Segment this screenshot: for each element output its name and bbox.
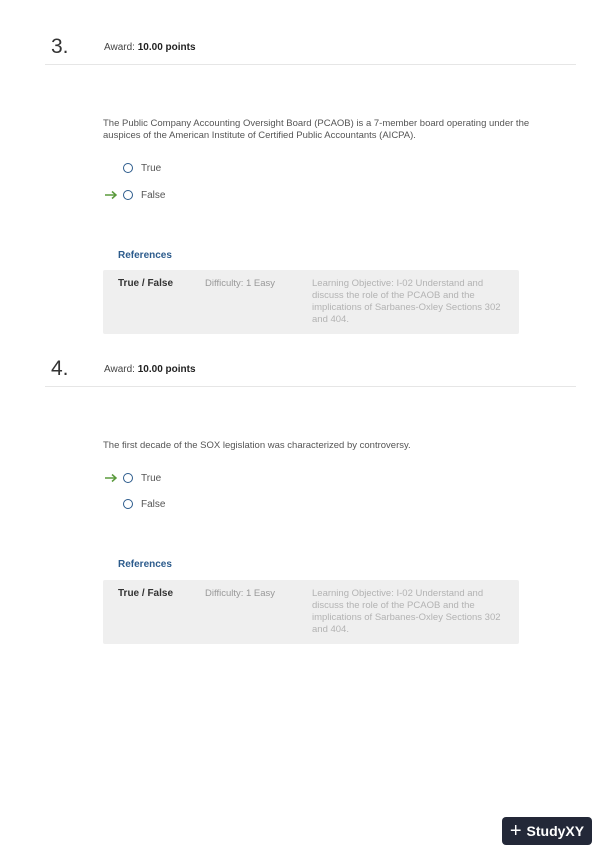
option-true[interactable] (123, 161, 161, 175)
plus-icon: + (509, 820, 522, 842)
radio-button[interactable] (123, 190, 133, 200)
award-value: 10.00 points (137, 42, 196, 53)
reference-type: True / False (118, 588, 174, 599)
correct-answer-arrow-icon (104, 190, 118, 200)
award-value: 10.00 points (137, 364, 196, 375)
question-number: 4. (51, 357, 69, 380)
question-number: 3. (51, 35, 69, 58)
option-label: True (141, 162, 162, 174)
option-label: False (141, 498, 166, 510)
award (104, 364, 196, 375)
option-false[interactable] (123, 188, 165, 202)
reference-difficulty: Difficulty: 1 Easy (205, 278, 276, 289)
radio-button[interactable] (123, 163, 133, 173)
option-false[interactable] (123, 497, 165, 511)
references-link[interactable]: References (118, 559, 172, 570)
award (104, 42, 196, 53)
option-label: True (141, 472, 162, 484)
divider (45, 386, 576, 387)
radio-button[interactable] (123, 473, 133, 483)
reference-box (103, 270, 519, 334)
option-label: False (141, 189, 166, 201)
reference-type: True / False (118, 278, 174, 289)
reference-difficulty: Difficulty: 1 Easy (205, 588, 276, 599)
logo-text: StudyXY (526, 823, 585, 839)
reference-box (103, 580, 519, 644)
references-link[interactable]: References (118, 250, 172, 261)
reference-objective: Learning Objective: I-02 Understand and discuss the role of the PCAOB and the implications of Sarbanes-Oxley Sections 302 and 404. (312, 278, 501, 325)
award-label: Award: (104, 364, 135, 375)
reference-objective: Learning Objective: I-02 Understand and discuss the role of the PCAOB and the implications of Sarbanes-Oxley Sections 302 and 404. (312, 588, 501, 635)
question-text: The Public Company Accounting Oversight Board (PCAOB) is a 7-member board operating under the auspices of the American Institute of Certified Public Accountants (AICPA). (103, 118, 530, 141)
radio-button[interactable] (123, 499, 133, 509)
correct-answer-arrow-icon (104, 473, 118, 483)
studyxy-logo (502, 817, 592, 845)
divider (45, 64, 576, 65)
award-label: Award: (104, 42, 135, 53)
option-true[interactable] (123, 471, 161, 485)
question-text: The first decade of the SOX legislation was characterized by controversy. (103, 440, 411, 451)
